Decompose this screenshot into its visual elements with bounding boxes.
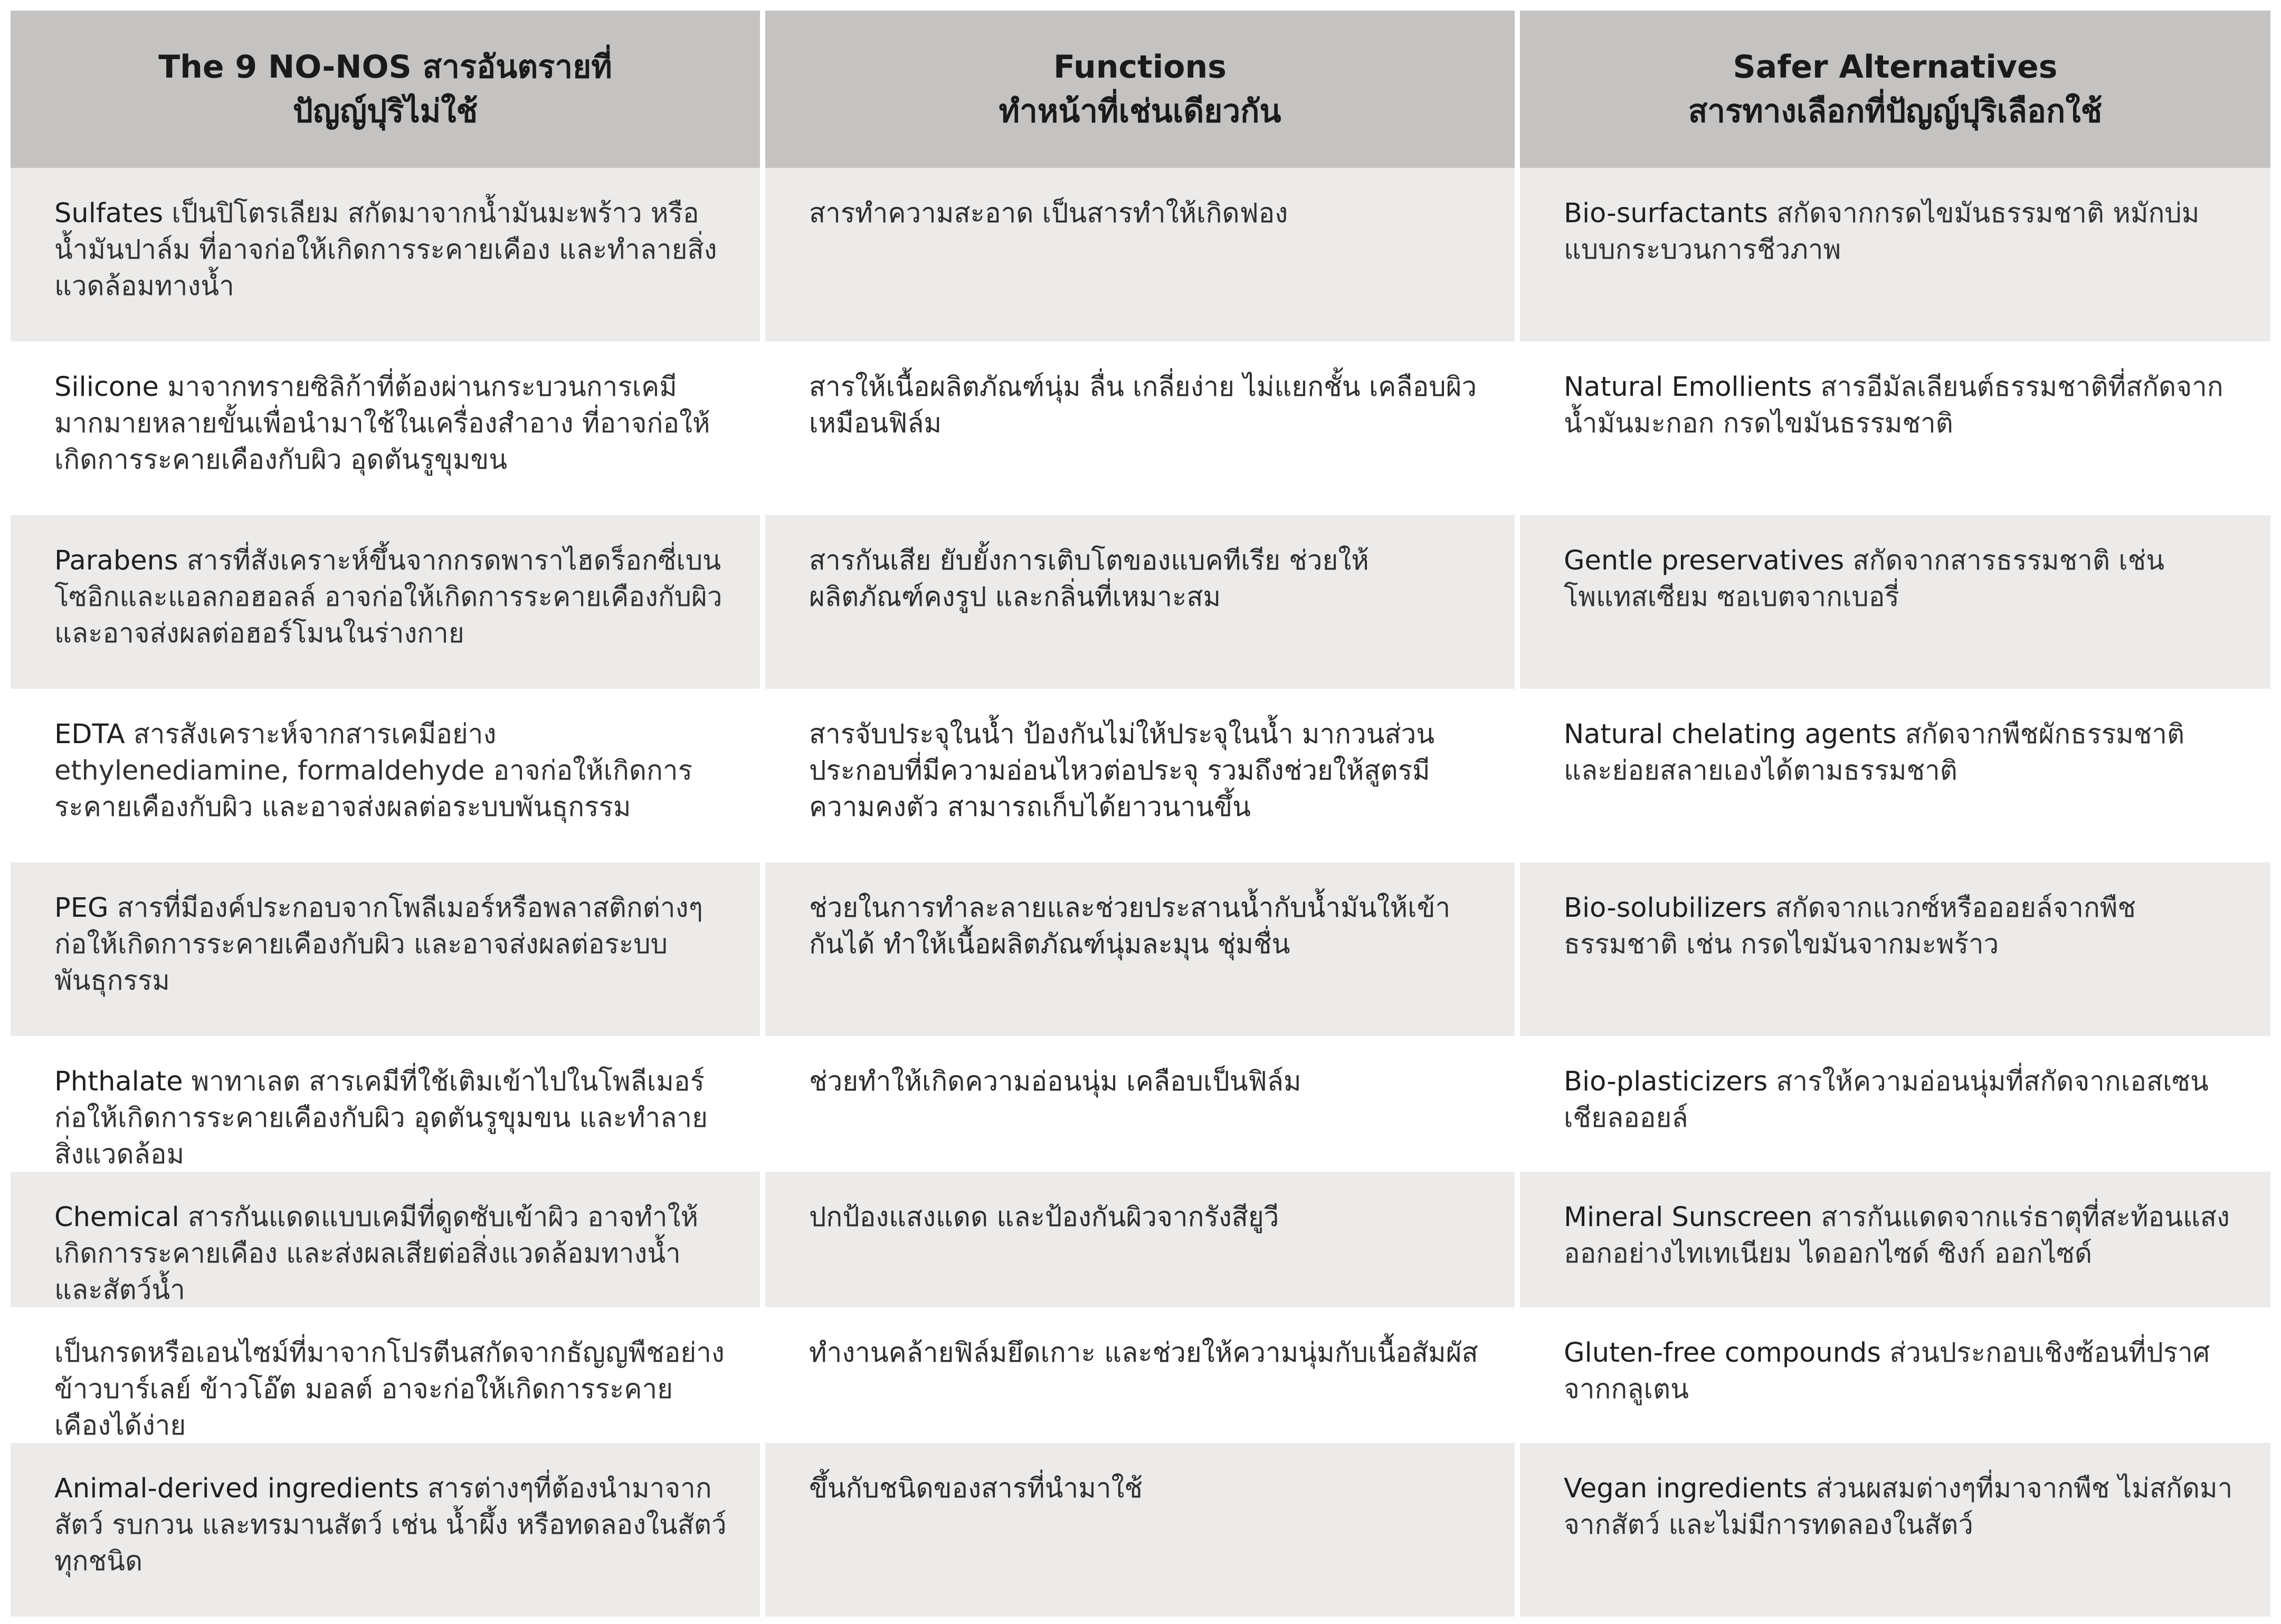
nono-cell	[11, 1307, 760, 1443]
nono-desc: สารต่างๆที่ต้องนำมาจากสัตว์ รบกวน และทรมานสัตว์ เช่น น้ำผึ้ง หรือทดลองในสัตว์ทุกชนิด	[54, 1473, 727, 1577]
header-nonos	[11, 11, 760, 168]
function-cell	[765, 1172, 1515, 1307]
alt-term: Bio-plasticizers	[1564, 1066, 1768, 1097]
alt-cell	[1520, 1443, 2270, 1617]
nono-term: Parabens	[54, 545, 178, 576]
alt-term: Vegan ingredients	[1564, 1473, 1808, 1504]
alt-cell	[1520, 862, 2270, 1036]
alt-desc: สกัดจากพืชผักธรรมชาติ และย่อยสลายเองได้ตามธรรมชาติ	[1564, 719, 2185, 786]
nono-cell	[11, 341, 760, 515]
header-functions-line1: Functions	[1053, 49, 1227, 86]
header-nonos-line1: The 9 NO-NOS สารอันตรายที่	[158, 49, 612, 86]
alt-desc: สกัดจากแวกซ์หรือออยล์จากพืชธรรมชาติ เช่น กรดไขมันจากมะพร้าว	[1564, 892, 2136, 960]
nono-desc: สารที่สังเคราะห์ขึ้นจากกรดพาราไฮดร็อกซี่เบนโซอิกและแอลกอฮอลล์ อาจก่อให้เกิดการระคายเคืองกับผิว และอาจส่งผลต่อฮอร์โมนในร่างกาย	[54, 545, 723, 649]
header-alternatives	[1520, 11, 2270, 168]
function-cell	[765, 689, 1515, 862]
nono-desc: เป็นกรดหรือเอนไซม์ที่มาจากโปรตีนสกัดจากธัญญพืชอย่างข้าวบาร์เลย์ ข้าวโอ๊ต มอลต์ อาจะก่อให้เกิดการระคายเคืองได้ง่าย	[54, 1337, 725, 1441]
alt-cell	[1520, 1172, 2270, 1307]
alt-desc: สารให้ความอ่อนนุ่มที่สกัดจากเอสเซนเชียลออยล์	[1564, 1066, 2209, 1134]
alt-desc: สารอีมัลเลียนต์ธรรมชาติที่สกัดจากน้ำมันมะกอก กรดไขมันธรรมชาติ	[1564, 372, 2223, 439]
nono-desc: สารสังเคราะห์จากสารเคมีอย่าง ethylenediamine, formaldehyde อาจก่อให้เกิดการระคายเคืองกับผิว และอาจส่งผลต่อระบบพันธุกรรม	[54, 719, 692, 823]
alt-cell	[1520, 689, 2270, 862]
alt-cell	[1520, 168, 2270, 341]
nono-term: Phthalate	[54, 1066, 183, 1097]
alt-cell	[1520, 1036, 2270, 1172]
function-text: ช่วยทำให้เกิดความอ่อนนุ่ม เคลือบเป็นฟิล์ม	[809, 1066, 1301, 1097]
nono-term: PEG	[54, 892, 109, 924]
alt-desc: สกัดจากกรดไขมันธรรมชาติ หมักบ่มแบบกระบวนการชีวภาพ	[1564, 198, 2200, 265]
nono-desc: มาจากทรายซิลิก้าที่ต้องผ่านกระบวนการเคมีมากมายหลายขั้นเพื่อนำมาใช้ในเครื่องสำอาง ที่อาจก่อให้เกิดการระคายเคืองกับผิว อุดตันรูขุมขน	[54, 372, 710, 476]
nono-term: Silicone	[54, 372, 159, 403]
function-cell	[765, 862, 1515, 1036]
nono-cell	[11, 862, 760, 1036]
alt-term: Mineral Sunscreen	[1564, 1202, 1813, 1233]
alt-term: Natural chelating agents	[1564, 719, 1897, 750]
nono-cell	[11, 689, 760, 862]
alt-term: Gluten-free compounds	[1564, 1337, 1881, 1369]
nono-cell	[11, 1172, 760, 1307]
nono-term: EDTA	[54, 719, 125, 750]
function-cell	[765, 515, 1515, 689]
function-text: ทำงานคล้ายฟิล์มยึดเกาะ และช่วยให้ความนุ่มกับเนื้อสัมผัส	[809, 1337, 1478, 1369]
alt-desc: สารกันแดดจากแร่ธาตุที่สะท้อนแสง ออกอย่างไทเทเนียม ไดออกไซด์ ซิงก์ ออกไซด์	[1564, 1202, 2230, 1269]
nono-desc: สารที่มีองค์ประกอบจากโพลีเมอร์หรือพลาสติกต่างๆ ก่อให้เกิดการระคายเคืองกับผิว และอาจส่งผลต่อระบบพันธุกรรม	[54, 892, 703, 996]
ingredients-table	[11, 11, 2270, 1617]
alt-cell	[1520, 515, 2270, 689]
function-cell	[765, 341, 1515, 515]
nono-term: Animal-derived ingredients	[54, 1473, 419, 1504]
function-cell	[765, 1036, 1515, 1172]
nono-term: Sulfates	[54, 198, 164, 229]
alt-desc: ส่วนประกอบเชิงซ้อนที่ปราศจากกลูเตน	[1564, 1337, 2210, 1405]
nono-cell	[11, 1443, 760, 1617]
function-text: สารทำความสะอาด เป็นสารทำให้เกิดฟอง	[809, 198, 1288, 229]
nono-cell	[11, 515, 760, 689]
header-alternatives-line2: สารทางเลือกที่ปัญญ์ปุริเลือกใช้	[1688, 93, 2103, 130]
function-text: สารกันเสีย ยับยั้งการเติบโตของแบคทีเรีย ช่วยให้ผลิตภัณฑ์คงรูป และกลิ่นที่เหมาะสม	[809, 545, 1369, 613]
nono-cell	[11, 1036, 760, 1172]
function-text: สารให้เนื้อผลิตภัณฑ์นุ่ม ลื่น เกลี่ยง่าย ไม่แยกชั้น เคลือบผิวเหมือนฟิล์ม	[809, 372, 1477, 439]
alt-desc: ส่วนผสมต่างๆที่มาจากพืช ไม่สกัดมาจากสัตว์ และไม่มีการทดลองในสัตว์	[1564, 1473, 2233, 1541]
nono-cell	[11, 168, 760, 341]
alt-cell	[1520, 1307, 2270, 1443]
alt-term: Bio-surfactants	[1564, 198, 1768, 229]
nono-desc: เป็นปิโตรเลียม สกัดมาจากน้ำมันมะพร้าว หรือน้ำมันปาล์ม ที่อาจก่อให้เกิดการระคายเคือง และทำลายสิ่งแวดล้อมทางน้ำ	[54, 198, 717, 302]
nono-desc: พาทาเลต สารเคมีที่ใช้เติมเข้าไปในโพลีเมอร์ ก่อให้เกิดการระคายเคืองกับผิว อุดตันรูขุมขน และทำลายสิ่งแวดล้อม	[54, 1066, 708, 1170]
alt-term: Bio-solubilizers	[1564, 892, 1767, 924]
header-nonos-line2: ปัญญ์ปุริไม่ใช้	[292, 93, 478, 130]
function-text: ขึ้นกับชนิดของสารที่นำมาใช้	[809, 1473, 1143, 1504]
function-cell	[765, 1443, 1515, 1617]
alt-desc: สกัดจากสารธรรมชาติ เช่น โพแทสเซียม ซอเบตจากเบอรี่	[1564, 545, 2165, 613]
alt-term: Natural Emollients	[1564, 372, 1812, 403]
nono-term: Chemical	[54, 1202, 179, 1233]
alt-cell	[1520, 341, 2270, 515]
alt-term: Gentle preservatives	[1564, 545, 1845, 576]
function-text: ช่วยในการทำละลายและช่วยประสานน้ำกับน้ำมันให้เข้ากันได้ ทำให้เนื้อผลิตภัณฑ์นุ่มละมุน ชุ่มชื่น	[809, 892, 1451, 960]
header-alternatives-line1: Safer Alternatives	[1733, 49, 2058, 86]
function-text: ปกป้องแสงแดด และป้องกันผิวจากรังสียูวี	[809, 1202, 1279, 1233]
header-functions-line2: ทำหน้าที่เช่นเดียวกัน	[999, 93, 1281, 130]
header-functions	[765, 11, 1515, 168]
function-cell	[765, 1307, 1515, 1443]
function-text: สารจับประจุในน้ำ ป้องกันไม่ให้ประจุในน้ำ มากวนส่วนประกอบที่มีความอ่อนไหวต่อประจุ รวมถึงช่วยให้สูตรมีความคงตัว สามารถเก็บได้ยาวนานขึ้น	[809, 719, 1435, 823]
function-cell	[765, 168, 1515, 341]
nono-desc: สารกันแดดแบบเคมีที่ดูดซับเข้าผิว อาจทำให้เกิดการระคายเคือง และส่งผลเสียต่อสิ่งแวดล้อมทางน้ำ และสัตว์น้ำ	[54, 1202, 699, 1306]
